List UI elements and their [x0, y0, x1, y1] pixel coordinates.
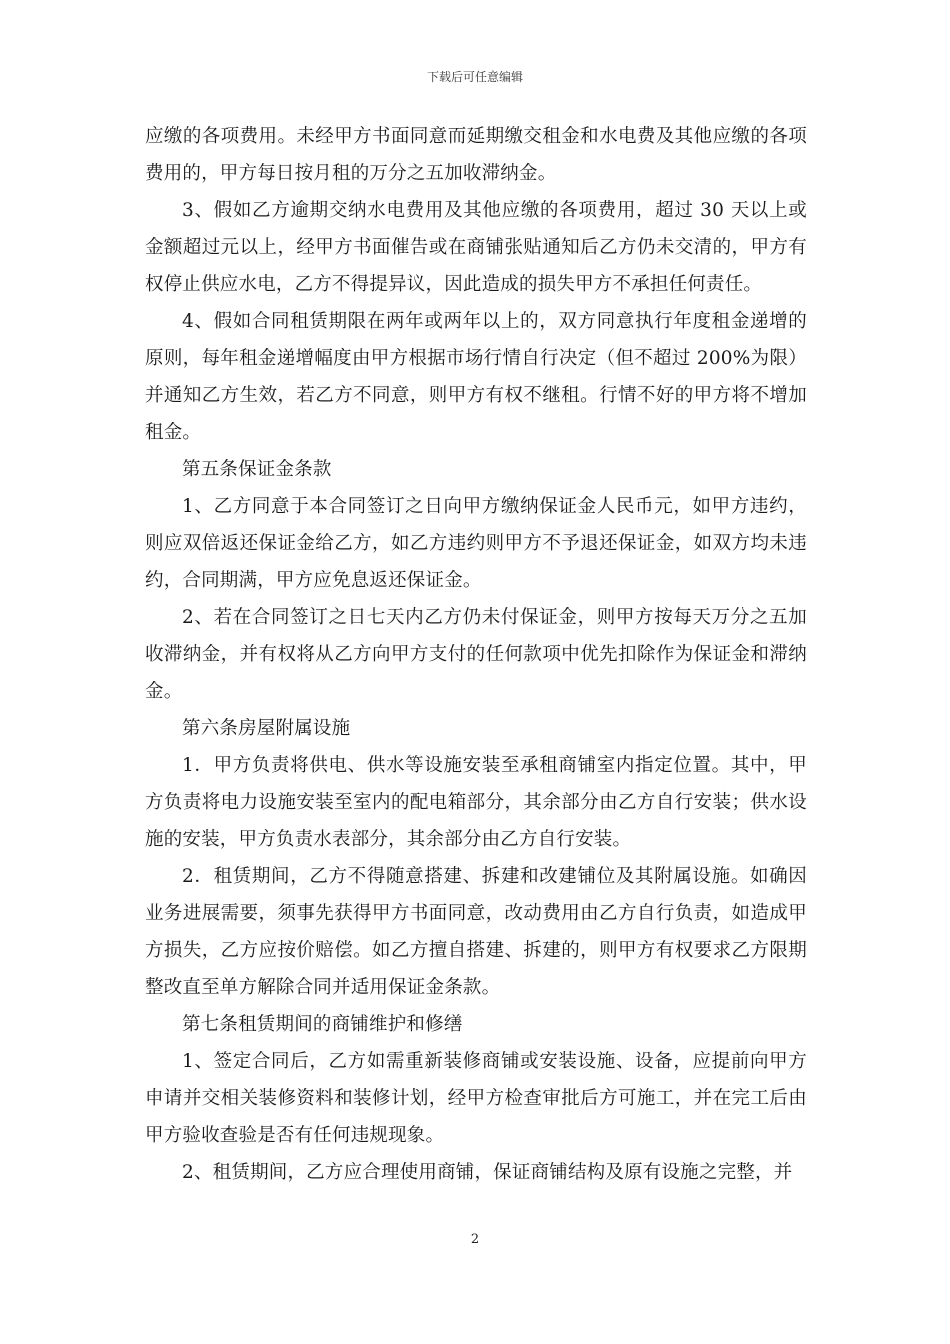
page-number: 2 [470, 1232, 480, 1247]
paragraph: 4、假如合同租赁期限在两年或两年以上的，双方同意执行年度租金递增的原则，每年租金递增幅度由甲方根据市场行情自行决定（但不超过 200%为限）并通知乙方生效，若乙方不同意，则甲方有权不继租。行情不好的甲方将不增加租金。 [145, 311, 807, 443]
paragraph: 3、假如乙方逾期交纳水电费用及其他应缴的各项费用，超过 30 天以上或金额超过元以上，经甲方书面催告或在商铺张贴通知后乙方仍未交清的，甲方有权停止供应水电，乙方不得提异议，因此造成的损失甲方不承担任何责任。 [145, 200, 807, 295]
paragraph: 1．甲方负责将供电、供水等设施安装至承租商铺室内指定位置。其中，甲方负责将电力设施安装至室内的配电箱部分，其余部分由乙方自行安装；供水设施的安装，甲方负责水表部分，其余部分由乙方自行安装。 [145, 755, 807, 850]
paragraph: 2、若在合同签订之日七天内乙方仍未付保证金，则甲方按每天万分之五加收滞纳金，并有权将从乙方向甲方支付的任何款项中优先扣除作为保证金和滞纳金。 [145, 607, 807, 702]
page-header: 下载后可任意编辑 [426, 70, 523, 84]
paragraph: 2．租赁期间，乙方不得随意搭建、拆建和改建铺位及其附属设施。如确因业务进展需要，须事先获得甲方书面同意，改动费用由乙方自行负责，如造成甲方损失，乙方应按价赔偿。如乙方擅自搭建、拆建的，则甲方有权要求乙方限期整改直至单方解除合同并适用保证金条款。 [145, 866, 807, 998]
section-heading: 第五条保证金条款 [182, 459, 332, 480]
section-heading: 第六条房屋附属设施 [182, 718, 351, 739]
paragraph: 1、乙方同意于本合同签订之日向甲方缴纳保证金人民币元，如甲方违约，则应双倍返还保证金给乙方，如乙方违约则甲方不予退还保证金，如双方均未违约，合同期满，甲方应免息返还保证金。 [145, 496, 807, 591]
paragraph: 1、签定合同后，乙方如需重新装修商铺或安装设施、设备，应提前向甲方申请并交相关装修资料和装修计划，经甲方检查审批后方可施工，并在完工后由甲方验收查验是否有任何违规现象。 [145, 1051, 807, 1146]
paragraph: 应缴的各项费用。未经甲方书面同意而延期缴交租金和水电费及其他应缴的各项费用的，甲方每日按月租的万分之五加收滞纳金。 [145, 126, 807, 184]
document-body [145, 118, 807, 1191]
paragraph: 2、租赁期间，乙方应合理使用商铺，保证商铺结构及原有设施之完整，并 [182, 1162, 793, 1183]
section-heading: 第七条租赁期间的商铺维护和修缮 [182, 1014, 463, 1035]
